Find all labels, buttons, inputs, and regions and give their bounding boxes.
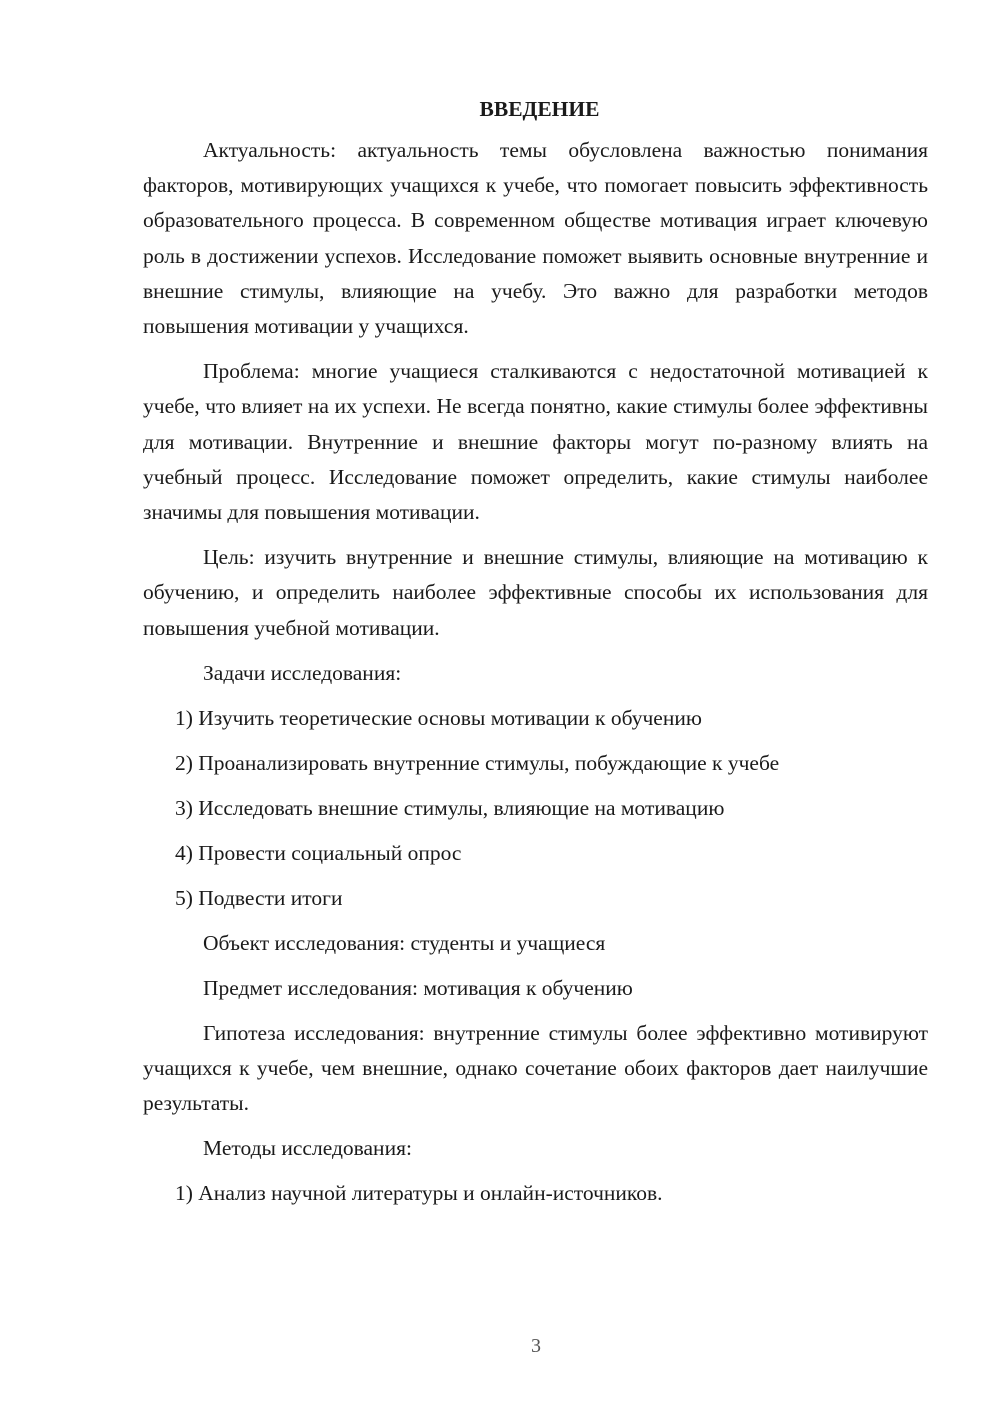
task-item: 2) Проанализировать внутренние стимулы, побуждающие к учебе bbox=[175, 750, 780, 775]
task-item: 5) Подвести итоги bbox=[175, 885, 343, 910]
task-item: 1) Изучить теоретические основы мотивации к обучению bbox=[175, 705, 702, 730]
research-object: Объект исследования: студенты и учащиеся bbox=[203, 930, 606, 955]
goal-paragraph: Цель: изучить внутренние и внешние стимулы, влияющие на мотивацию к обучению, и определить наиболее эффективные способы их использования для повышения учебной мотивации. bbox=[143, 545, 928, 640]
page-number: 3 bbox=[531, 1335, 541, 1357]
task-item: 4) Провести социальный опрос bbox=[175, 840, 462, 865]
relevance-paragraph: Актуальность: актуальность темы обусловлена важностью понимания факторов, мотивирующих учащихся к учебе, что помогает повысить эффективность образовательного процесса. В современном обществе мотивация играет ключевую роль в достижении успехов. Исследование поможет выявить основные внутренние и внешние стимулы, влияющие на учебу. Это важно для разработки методов повышения мотивации у учащихся. bbox=[143, 138, 928, 339]
task-item: 3) Исследовать внешние стимулы, влияющие на мотивацию bbox=[175, 795, 725, 820]
tasks-heading: Задачи исследования: bbox=[203, 660, 402, 685]
research-subject: Предмет исследования: мотивация к обучению bbox=[203, 975, 633, 1000]
problem-paragraph: Проблема: многие учащиеся сталкиваются с недостаточной мотивацией к учебе, что влияет на их успехи. Не всегда понятно, какие стимулы более эффективны для мотивации. Внутренние и внешние факторы могут по-разному влиять на учебный процесс. Исследование поможет определить, какие стимулы наиболее значимы для повышения мотивации. bbox=[143, 359, 928, 525]
section-title: ВВЕДЕНИЕ bbox=[479, 97, 600, 121]
hypothesis-paragraph: Гипотеза исследования: внутренние стимулы более эффективно мотивируют учащихся к учебе, чем внешние, однако сочетание обоих факторов дает наилучшие результаты. bbox=[143, 1020, 928, 1116]
method-item: 1) Анализ научной литературы и онлайн-источников. bbox=[175, 1181, 663, 1206]
document-page bbox=[143, 92, 928, 1221]
methods-heading: Методы исследования: bbox=[203, 1136, 412, 1161]
